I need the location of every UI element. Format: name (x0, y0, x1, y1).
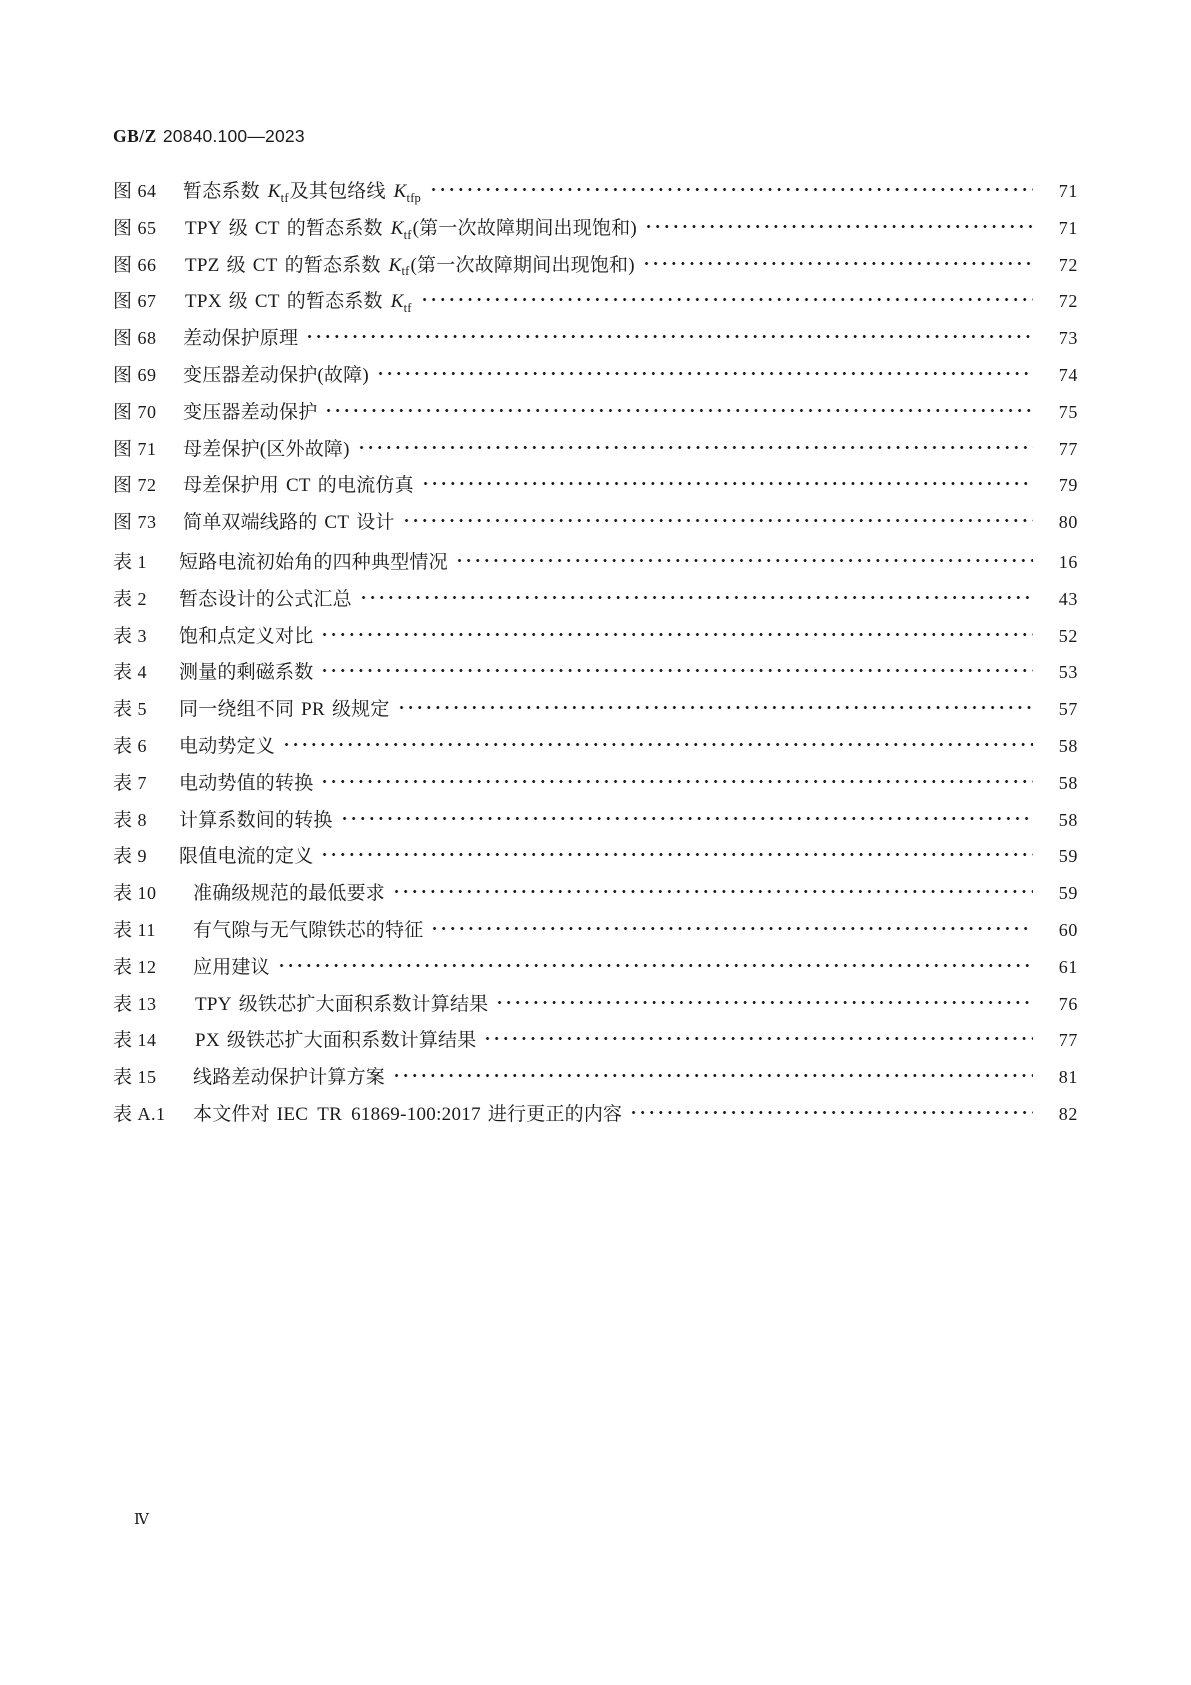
entry-page-number: 73 (1058, 328, 1078, 349)
entry-title: 饱和点定义对比 (179, 625, 314, 647)
dot-leader (359, 586, 1033, 605)
page-folio: Ⅳ (134, 1512, 150, 1528)
entry-title: TPX 级 CT 的暂态系数 $K_{tf}$ (185, 291, 412, 316)
entry-page-number: 58 (1058, 809, 1078, 830)
entry-page-number: 61 (1058, 956, 1078, 977)
entry-kind: 图 (113, 438, 133, 460)
entry-title: 母差保护(区外故障) (183, 438, 350, 460)
entry-title: 准确级规范的最低要求 (193, 883, 386, 905)
entry-page-number: 82 (1058, 1103, 1078, 1124)
entry-title: 短路电流初始角的四种典型情况 (179, 552, 448, 573)
tables-entry-label (113, 584, 179, 611)
entry-title: 变压器差动保护(故障) (183, 364, 369, 386)
tables-entry-label (113, 657, 179, 684)
entry-number: 73 (137, 512, 157, 533)
entry-number: 70 (137, 401, 157, 422)
dot-leader (429, 178, 1033, 197)
entry-kind: 图 (113, 401, 133, 423)
entry-page-number: 52 (1058, 625, 1078, 646)
entry-title: TPY 级铁芯扩大面积系数计算结果 (195, 993, 489, 1015)
list-item[interactable] (113, 250, 1078, 287)
entry-page-number: 72 (1058, 291, 1078, 312)
entry-page-number: 71 (1058, 181, 1078, 201)
standard-code: GB/Z (113, 126, 157, 146)
list-item[interactable] (113, 1025, 1078, 1062)
entry-page-number: 74 (1058, 364, 1078, 385)
dot-leader (421, 472, 1033, 491)
dot-leader (642, 252, 1033, 271)
entry-title: 本文件对 IEC TR 61869-100:2017 进行更正的内容 (193, 1103, 623, 1125)
tables-entry-label (113, 547, 179, 574)
entry-number: 1 (137, 552, 148, 572)
dot-leader (495, 991, 1033, 1010)
entry-page-number: 43 (1058, 588, 1078, 609)
entry-title: 电动势值的转换 (179, 772, 314, 794)
entry-number: 66 (137, 254, 157, 275)
list-item[interactable] (113, 694, 1078, 731)
entry-number: 2 (137, 588, 148, 609)
tables-entry-label (113, 1062, 193, 1089)
dot-leader (644, 215, 1033, 234)
list-item[interactable] (113, 286, 1078, 323)
entry-page-number: 58 (1058, 735, 1078, 756)
list-item[interactable] (113, 731, 1078, 768)
entry-kind: 表 (113, 883, 133, 905)
tables-entry-label (113, 915, 193, 942)
entry-kind: 图 (113, 291, 133, 313)
entry-page-number: 77 (1058, 1030, 1078, 1051)
tables-entry-label (113, 989, 193, 1016)
entry-number: 14 (137, 1030, 157, 1051)
dot-leader (340, 807, 1033, 826)
entry-page-number: 58 (1058, 772, 1078, 793)
list-item[interactable] (113, 547, 1078, 584)
entry-kind: 表 (113, 919, 133, 941)
tables-entry-label (113, 1099, 193, 1126)
entry-number: 7 (137, 772, 148, 793)
list-item[interactable] (113, 176, 1078, 213)
figures-entry-label (113, 323, 183, 350)
entry-number: 68 (137, 328, 157, 349)
entry-page-number: 16 (1058, 552, 1078, 572)
entry-kind: 表 (113, 809, 133, 831)
entry-kind: 图 (113, 475, 133, 497)
dot-leader (277, 954, 1033, 973)
entry-title: 限值电流的定义 (179, 846, 314, 868)
list-item[interactable] (113, 657, 1078, 694)
entry-kind: 表 (113, 1103, 133, 1125)
entry-title: 线路差动保护计算方案 (193, 1067, 386, 1089)
figures-entry-label (113, 470, 183, 497)
entry-title: 暂态系数 $K_{tf}$及其包络线 $K_{tfp}$ (183, 181, 422, 205)
list-item[interactable] (113, 621, 1078, 658)
entry-kind: 图 (113, 364, 133, 386)
entry-kind: 表 (113, 662, 133, 684)
dot-leader (324, 399, 1033, 418)
entry-kind: 图 (113, 181, 133, 202)
tables-entry-label (113, 952, 193, 979)
list-item[interactable] (113, 323, 1078, 360)
figures-entry-label (113, 213, 183, 240)
entry-kind: 图 (113, 512, 133, 534)
dot-leader (282, 733, 1033, 752)
list-item[interactable] (113, 989, 1078, 1026)
tables-entry-label (113, 694, 179, 721)
dot-leader (305, 325, 1033, 344)
entry-number: 11 (137, 919, 156, 940)
standard-number: 20840.100—2023 (162, 126, 305, 146)
list-item[interactable] (113, 584, 1078, 621)
running-header (113, 126, 305, 147)
dot-leader (402, 509, 1033, 528)
entry-kind: 表 (113, 735, 133, 757)
list-item[interactable] (113, 805, 1078, 842)
entry-number: 64 (137, 181, 157, 201)
figures-entry-label (113, 360, 183, 387)
figures-entry-label (113, 286, 183, 313)
entry-number: 9 (137, 846, 148, 867)
dot-leader (376, 362, 1033, 381)
tables-entry-label (113, 841, 179, 868)
entry-title: PX 级铁芯扩大面积系数计算结果 (195, 1030, 477, 1052)
dot-leader (455, 549, 1033, 568)
entry-number: 67 (137, 291, 157, 312)
list-item[interactable] (113, 841, 1078, 878)
entry-number: 72 (137, 475, 157, 496)
dot-leader (320, 623, 1033, 642)
entry-page-number: 57 (1058, 699, 1078, 720)
entry-page-number: 81 (1058, 1067, 1078, 1088)
entry-page-number: 77 (1058, 438, 1078, 459)
figures-entry-label (113, 176, 183, 203)
entry-page-number: 53 (1058, 662, 1078, 683)
dot-leader (483, 1027, 1033, 1046)
dot-leader (320, 659, 1033, 678)
entry-kind: 图 (113, 254, 133, 276)
entry-kind: 表 (113, 588, 133, 610)
entry-kind: 表 (113, 846, 133, 868)
figures-entry-label (113, 397, 183, 424)
entry-number: 71 (137, 438, 157, 459)
tables-entry-label (113, 731, 179, 758)
figures-entry-label (113, 507, 183, 534)
entry-kind: 表 (113, 625, 133, 647)
entry-number: 15 (137, 1067, 157, 1088)
entry-title: 测量的剩磁系数 (179, 662, 314, 684)
list-item[interactable] (113, 1099, 1078, 1136)
entry-title: 暂态设计的公式汇总 (179, 588, 352, 610)
entry-number: 5 (137, 699, 148, 720)
list-item[interactable] (113, 915, 1078, 952)
entry-kind: 表 (113, 1030, 133, 1052)
entry-kind: 表 (113, 956, 133, 978)
entry-page-number: 72 (1058, 254, 1078, 275)
dot-leader (392, 1064, 1033, 1083)
list-item[interactable] (113, 768, 1078, 805)
list-item[interactable] (113, 213, 1078, 250)
entry-number: 69 (137, 364, 157, 385)
tables-entry-label (113, 805, 179, 832)
entry-number: 6 (137, 735, 148, 756)
entry-kind: 表 (113, 1067, 133, 1089)
entry-title: 变压器差动保护 (183, 401, 318, 423)
entry-title: TPZ 级 CT 的暂态系数 $K_{tf}$(第一次故障期间出现饱和) (185, 254, 635, 279)
entry-page-number: 60 (1058, 919, 1078, 940)
list-of-figures (113, 176, 1078, 544)
tables-entry-label (113, 878, 193, 905)
tables-entry-label (113, 1025, 193, 1052)
entry-kind: 表 (113, 993, 133, 1015)
entry-page-number: 59 (1058, 846, 1078, 867)
entry-kind: 表 (113, 552, 133, 573)
entry-title: 有气隙与无气隙铁芯的特征 (193, 919, 424, 941)
list-item[interactable] (113, 434, 1078, 471)
entry-page-number: 76 (1058, 993, 1078, 1014)
entry-kind: 表 (113, 772, 133, 794)
entry-page-number: 79 (1058, 475, 1078, 496)
entry-number: A.1 (137, 1103, 166, 1124)
list-item[interactable] (113, 360, 1078, 397)
tables-entry-label (113, 621, 179, 648)
entry-number: 65 (137, 217, 157, 238)
entry-page-number: 80 (1058, 512, 1078, 533)
list-item[interactable] (113, 878, 1078, 915)
entry-title: 计算系数间的转换 (179, 809, 333, 831)
entry-title: 应用建议 (193, 956, 270, 978)
entry-kind: 图 (113, 328, 133, 350)
list-item[interactable] (113, 470, 1078, 507)
dot-leader (420, 288, 1033, 307)
entry-number: 3 (137, 625, 148, 646)
list-item[interactable] (113, 507, 1078, 544)
entry-title: 差动保护原理 (183, 328, 299, 350)
entry-kind: 图 (113, 217, 133, 239)
dot-leader (320, 770, 1033, 789)
entry-page-number: 75 (1058, 401, 1078, 422)
dot-leader (357, 436, 1033, 455)
entry-title: 母差保护用 CT 的电流仿真 (183, 475, 414, 497)
entry-kind: 表 (113, 699, 133, 721)
entry-title: 简单双端线路的 CT 设计 (183, 512, 395, 534)
entry-page-number: 71 (1058, 217, 1078, 238)
entry-number: 13 (137, 993, 157, 1014)
list-item[interactable] (113, 397, 1078, 434)
dot-leader (430, 917, 1033, 936)
list-of-tables (113, 547, 1078, 1136)
entry-title: 同一绕组不同 PR 级规定 (179, 699, 390, 721)
dot-leader (320, 843, 1033, 862)
entry-title: 电动势定义 (179, 735, 276, 757)
dot-leader (629, 1101, 1033, 1120)
entry-number: 8 (137, 809, 148, 830)
entry-title: TPY 级 CT 的暂态系数 $K_{tf}$(第一次故障期间出现饱和) (185, 217, 637, 242)
entry-number: 4 (137, 662, 148, 683)
list-item[interactable] (113, 952, 1078, 989)
figures-entry-label (113, 434, 183, 461)
entry-number: 10 (137, 883, 157, 904)
figures-entry-label (113, 250, 183, 277)
list-item[interactable] (113, 1062, 1078, 1099)
entry-number: 12 (137, 956, 157, 977)
dot-leader (392, 880, 1033, 899)
dot-leader (397, 696, 1033, 715)
tables-entry-label (113, 768, 179, 795)
entry-page-number: 59 (1058, 883, 1078, 904)
